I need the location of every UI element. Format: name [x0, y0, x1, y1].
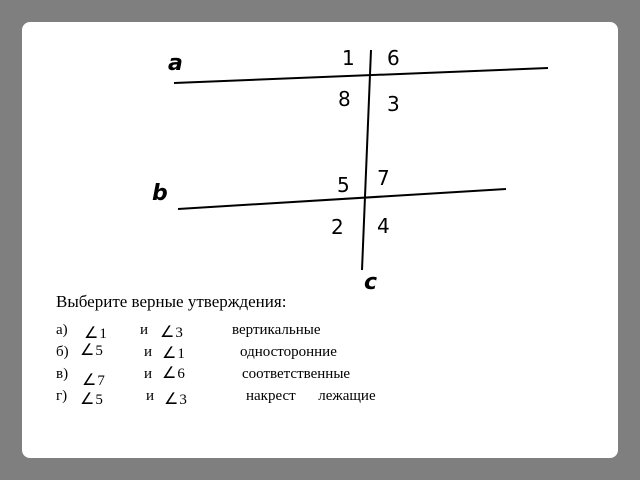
- statement-text: вертикальные: [232, 322, 321, 338]
- angle-label-2: 2: [331, 215, 344, 239]
- angle-label-1: 1: [342, 46, 355, 70]
- angle-label-7: 7: [377, 166, 390, 190]
- line-a: [174, 68, 548, 83]
- angle-symbol-icon: ∠: [84, 325, 99, 342]
- conjunction: и: [140, 322, 149, 338]
- angle-label-5: 5: [337, 173, 350, 197]
- statement-letter: в): [56, 366, 69, 382]
- angle-second: ∠3: [160, 324, 183, 341]
- line-c: [362, 50, 371, 270]
- statement-text: накрест лежащие: [246, 388, 376, 404]
- statement-letter: б): [56, 344, 69, 360]
- angle-label-4: 4: [377, 214, 390, 238]
- task-prompt: Выберите верные утверждения:: [56, 292, 287, 311]
- angle-label-3: 3: [387, 92, 400, 116]
- statement-letter: г): [56, 388, 68, 404]
- angle-symbol-icon: ∠: [80, 391, 95, 408]
- angle-first: ∠5: [80, 391, 103, 408]
- line-c-label: c: [364, 270, 378, 295]
- angle-second: ∠1: [162, 345, 185, 362]
- angle-label-6: 6: [387, 46, 400, 70]
- statement-text: соответственные: [242, 366, 351, 382]
- line-a-label: a: [168, 51, 183, 76]
- angle-second: ∠3: [164, 391, 187, 408]
- conjunction: и: [144, 344, 153, 360]
- angle-symbol-icon: ∠: [162, 365, 177, 382]
- statement-letter: а): [56, 322, 68, 338]
- angle-symbol-icon: ∠: [80, 342, 95, 359]
- angle-second: ∠6: [162, 365, 185, 382]
- angle-first: ∠1: [84, 325, 107, 342]
- angle-first: ∠7: [82, 372, 105, 389]
- line-b-label: b: [152, 181, 168, 206]
- angle-label-8: 8: [338, 87, 351, 111]
- conjunction: и: [144, 366, 153, 382]
- angle-symbol-icon: ∠: [162, 345, 177, 362]
- angle-symbol-icon: ∠: [164, 391, 179, 408]
- conjunction: и: [146, 388, 155, 404]
- angle-symbol-icon: ∠: [82, 372, 97, 389]
- angle-symbol-icon: ∠: [160, 324, 175, 341]
- angle-first: ∠5: [80, 342, 103, 359]
- statement-text: односторонние: [240, 344, 337, 360]
